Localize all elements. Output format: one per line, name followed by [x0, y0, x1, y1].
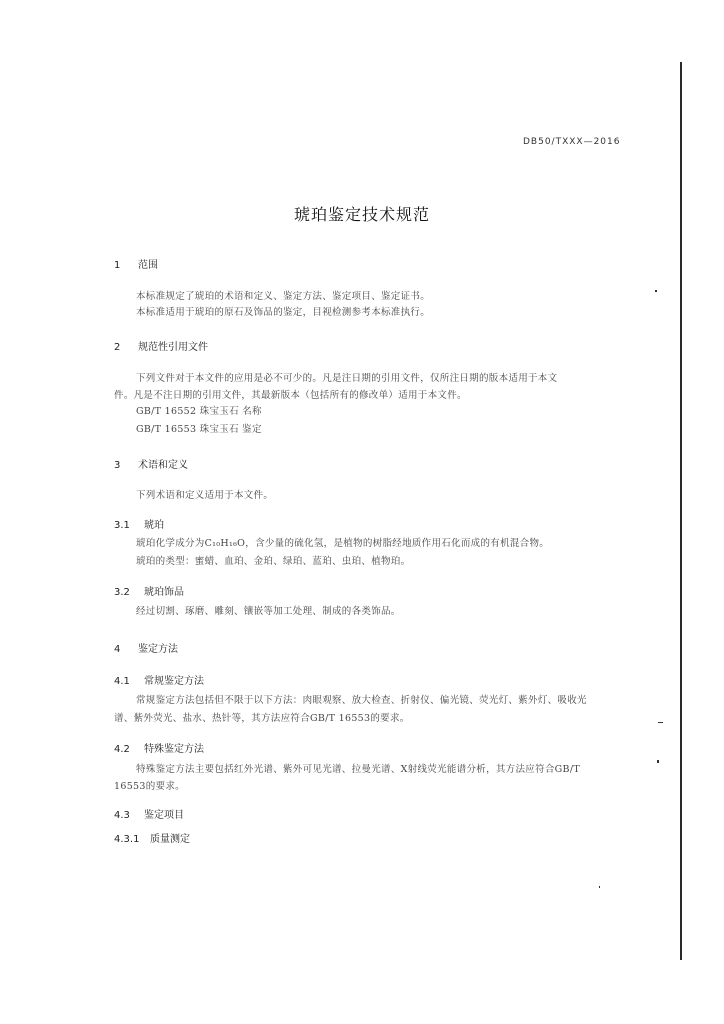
- document-title: 琥珀鉴定技术规范: [293, 205, 430, 224]
- section-4-3-1-heading: 4.3.1 质量测定: [114, 834, 190, 845]
- paragraph: 16553的要求。: [114, 781, 185, 792]
- paragraph: 琥珀的类型：蜜蜡、血珀、金珀、绿珀、蓝珀、虫珀、植物珀。: [136, 556, 411, 567]
- section-4-3-heading: 4.3 鉴定项目: [114, 810, 184, 821]
- section-2-heading: 2 规范性引用文件: [114, 342, 208, 353]
- section-4-1-heading: 4.1 常规鉴定方法: [114, 676, 204, 687]
- scan-speck: [658, 722, 663, 723]
- paragraph: 特殊鉴定方法主要包括红外光谱、紫外可见光谱、拉曼光谱、X射线荧光能谱分析，其方法应符合GB/T: [136, 764, 580, 775]
- section-3-1-heading: 3.1 琥珀: [114, 520, 164, 531]
- paragraph: 琥珀化学成分为C₁₀H₁₆O，含少量的硫化氢，是植物的树脂经地质作用石化而成的有机混合物。: [136, 538, 550, 549]
- paragraph: 下列文件对于本文件的应用是必不可少的。凡是注日期的引用文件，仅所注日期的版本适用于本文: [136, 373, 558, 384]
- document-code: DB50/TXXX—2016: [523, 137, 621, 147]
- section-1-heading: 1 范围: [114, 260, 158, 271]
- paragraph: 件。凡是不注日期的引用文件，其最新版本（包括所有的修改单）适用于本文件。: [114, 390, 467, 401]
- reference-item: GB/T 16553 珠宝玉石 鉴定: [136, 424, 262, 435]
- scan-speck: [599, 886, 600, 888]
- paragraph: 下列术语和定义适用于本文件。: [136, 490, 274, 501]
- reference-item: GB/T 16552 珠宝玉石 名称: [136, 406, 262, 417]
- paragraph: 本标准适用于琥珀的原石及饰品的鉴定，目视检测参考本标准执行。: [136, 307, 431, 318]
- section-4-heading: 4 鉴定方法: [114, 644, 178, 655]
- section-4-2-heading: 4.2 特殊鉴定方法: [114, 744, 204, 755]
- paragraph: 本标准规定了琥珀的术语和定义、鉴定方法、鉴定项目、鉴定证书。: [136, 291, 431, 302]
- section-3-2-heading: 3.2 琥珀饰品: [114, 587, 184, 598]
- page-edge-line: [680, 62, 682, 960]
- scan-speck: [655, 290, 657, 292]
- paragraph: 常规鉴定方法包括但不限于以下方法：肉眼观察、放大检查、折射仪、偏光镜、荧光灯、紫外灯、吸收光: [136, 695, 587, 706]
- paragraph: 经过切割、琢磨、雕刻、镶嵌等加工处理、制成的各类饰品。: [136, 606, 401, 617]
- section-3-heading: 3 术语和定义: [114, 460, 188, 471]
- scan-speck: [657, 760, 659, 763]
- paragraph: 谱、紫外荧光、盐水、热针等，其方法应符合GB/T 16553的要求。: [114, 713, 410, 724]
